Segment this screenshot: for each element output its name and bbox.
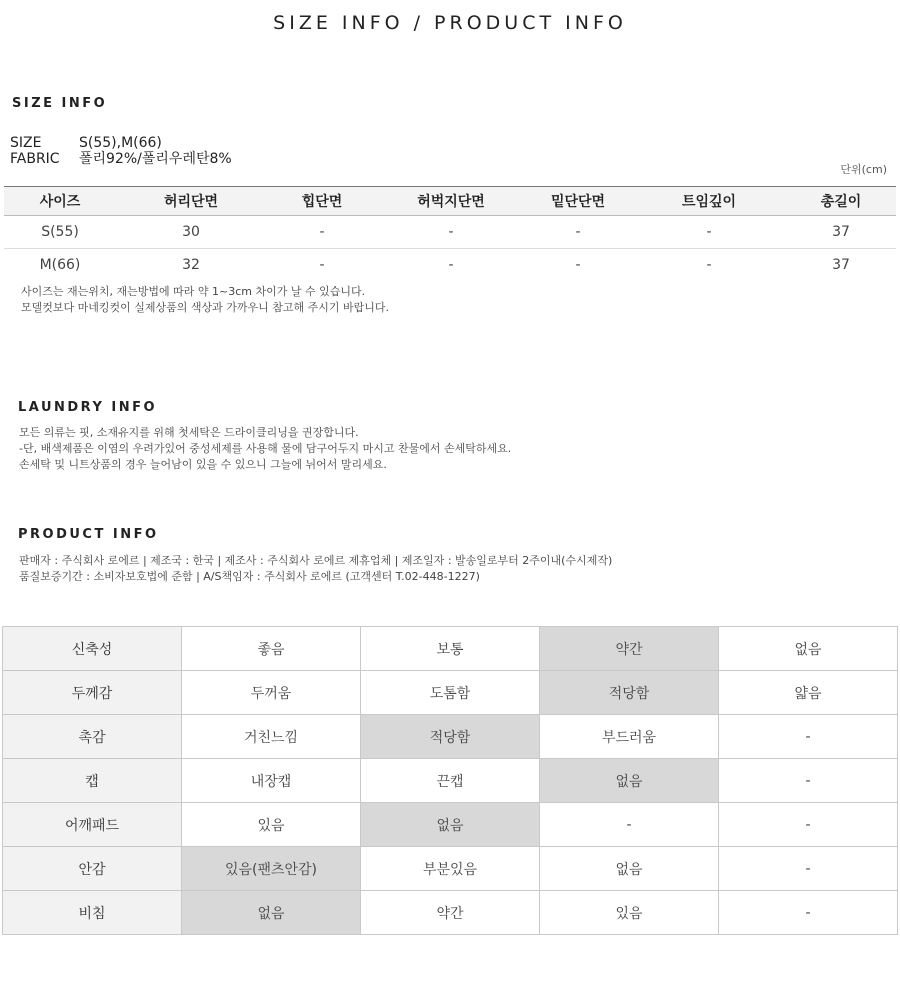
attribute-option: 부드러움 [540,715,719,759]
attribute-label: 신축성 [3,627,182,671]
attribute-row [3,891,898,935]
column-header-size: 사이즈 [4,187,116,216]
table-row [4,249,896,282]
attribute-option: 좋음 [182,627,361,671]
size-table [4,186,896,282]
laundry-note-line: 모든 의류는 핏, 소재유지를 위해 첫세탁은 드라이클리닝을 권장합니다. [19,426,359,439]
product-notes [19,553,612,585]
table-cell: - [632,216,786,249]
table-cell: 32 [182,257,200,274]
attribute-option: 보통 [361,627,540,671]
table-cell: 37 [786,216,896,249]
table-cell: - [575,257,581,274]
fabric-attribute-table [2,626,898,935]
product-note-line: 품질보증기간 : 소비자보호법에 준함 | A/S책임자 : 주식회사 로에르 (고객센터 T.02-448-1227) [19,570,480,583]
size-note-line: 사이즈는 재는위치, 재는방법에 따라 약 1~3cm 차이가 날 수 있습니다. [21,285,366,298]
attribute-label: 안감 [3,847,182,891]
attribute-option: 있음 [540,891,719,935]
column-header-thigh: 허벅지단면 [378,187,524,216]
column-header-slit: 트임깊이 [632,187,786,216]
attribute-option: 있음 [182,803,361,847]
attribute-option: - [719,759,898,803]
table-cell: 30 [116,216,266,249]
unit-label: 단위(cm) [840,163,887,176]
attribute-option: 없음 [540,847,719,891]
table-cell: - [448,257,454,274]
attribute-label: 촉감 [3,715,182,759]
size-spec-key: SIZE [10,135,42,151]
attribute-option: 거친느낌 [182,715,361,759]
attribute-option: 끈캡 [361,759,540,803]
table-cell: - [319,257,325,274]
attribute-option-selected: 적당함 [361,715,540,759]
attribute-option-selected: 없음 [361,803,540,847]
size-notes [21,284,389,316]
column-header-hip: 힙단면 [266,187,378,216]
table-cell: - [378,216,524,249]
table-cell: S(55) [4,216,116,249]
attribute-option: 도톰함 [361,671,540,715]
attribute-row [3,671,898,715]
column-header-waist: 허리단면 [116,187,266,216]
attribute-row [3,715,898,759]
fabric-spec-value: 폴리92%/폴리우레탄8% [79,151,232,167]
fabric-spec [10,151,232,167]
column-header-length: 총길이 [786,187,896,216]
attribute-row [3,847,898,891]
attribute-option-selected: 적당함 [540,671,719,715]
attribute-option-selected: 없음 [182,891,361,935]
attribute-option: - [719,715,898,759]
table-cell: - [524,216,632,249]
size-table-header-row [4,187,896,216]
attribute-option: 얇음 [719,671,898,715]
attribute-option: 내장캡 [182,759,361,803]
size-info-heading: SIZE INFO [12,96,108,111]
product-note-line: 판매자 : 주식회사 로에르 | 제조국 : 한국 | 제조사 : 주식회사 로에르 제휴업체 | 제조일자 : 발송일로부터 2주이내(수시제작) [19,554,613,567]
laundry-note-line: 손세탁 및 니트상품의 경우 늘어남이 있을 수 있으니 그늘에 뉘어서 말리세요. [19,458,387,471]
table-cell: M(66) [39,257,81,274]
attribute-option: - [719,803,898,847]
laundry-notes [19,425,511,473]
attribute-label: 캡 [3,759,182,803]
attribute-option: 두꺼움 [182,671,361,715]
table-row [4,216,896,249]
table-cell: - [266,216,378,249]
attribute-option: 부분있음 [361,847,540,891]
size-spec-value: S(55),M(66) [79,135,162,151]
attribute-row [3,627,898,671]
attribute-option: - [540,803,719,847]
table-cell: - [706,257,712,274]
size-note-line: 모델컷보다 마네킹컷이 실제상품의 색상과 가까우니 참고해 주시기 바랍니다. [21,301,390,314]
table-cell: 37 [832,257,850,274]
attribute-row [3,759,898,803]
column-header-hem: 밑단단면 [524,187,632,216]
attribute-row [3,803,898,847]
laundry-note-line: -단, 배색제품은 이염의 우려가있어 중성세제를 사용해 물에 담구어두지 마시고 찬물에서 손세탁하세요. [19,442,512,455]
attribute-option-selected: 없음 [540,759,719,803]
attribute-option: - [719,891,898,935]
page-title: SIZE INFO / PRODUCT INFO [273,12,627,34]
attribute-option: - [719,847,898,891]
attribute-option: 약간 [361,891,540,935]
attribute-label: 어깨패드 [3,803,182,847]
attribute-option-selected: 있음(팬츠안감) [182,847,361,891]
fabric-spec-key: FABRIC [10,151,60,167]
attribute-option: 없음 [719,627,898,671]
size-spec [10,135,162,151]
attribute-label: 두께감 [3,671,182,715]
product-info-heading: PRODUCT INFO [18,527,159,542]
laundry-info-heading: LAUNDRY INFO [18,400,158,415]
attribute-label: 비침 [3,891,182,935]
attribute-option-selected: 약간 [540,627,719,671]
